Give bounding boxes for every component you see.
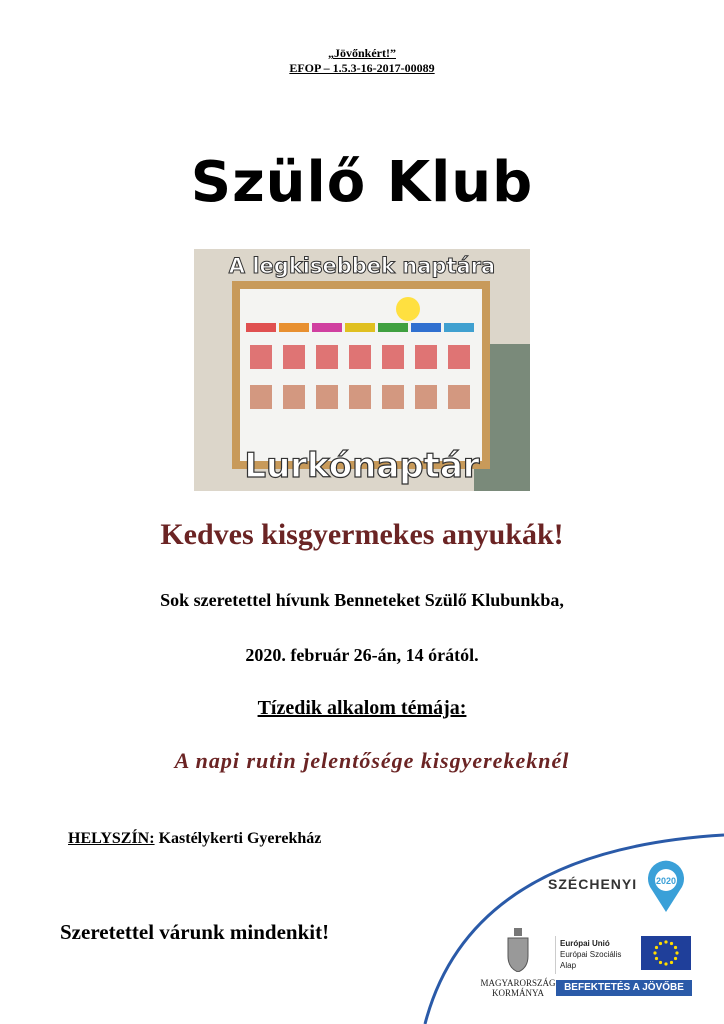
greeting: Kedves kisgyermekes anyukák!: [160, 518, 564, 551]
eu-star-icon: [655, 946, 658, 949]
eu-star-icon: [664, 940, 667, 943]
eu-star-icon: [655, 957, 658, 960]
eu-star-icon: [674, 957, 677, 960]
event-date: 2020. február 26-án, 14 órától.: [245, 645, 479, 665]
eu-star-icon: [670, 942, 673, 945]
invitation-text: Sok szeretettel hívunk Benneteket Szülő Klubunkba,: [160, 590, 564, 610]
photo-caption-bottom: Lurkónaptár: [244, 446, 480, 486]
topic-title: A napi rutin jelentősége kisgyerekeknél: [174, 748, 570, 773]
badge-year: 2020: [655, 876, 677, 886]
location-label: HELYSZÍN:: [68, 830, 155, 847]
gov-line2: KORMÁNYA: [491, 988, 544, 998]
eu-star-icon: [675, 951, 678, 954]
gov-line1: MAGYARORSZÁG: [480, 978, 556, 988]
closing-text: Szeretettel várunk mindenkit!: [60, 920, 330, 944]
eu-text: [560, 938, 621, 971]
project-slogan: „Jövőnkért!”: [328, 46, 396, 60]
coat-of-arms-icon: [506, 928, 530, 972]
location-value: Kastélykerti Gyerekház: [154, 830, 322, 847]
hungarian-government-logo: [478, 928, 558, 998]
project-code: EFOP – 1.5.3-16-2017-00089: [289, 61, 435, 75]
szechenyi-2020-badge-icon: [646, 860, 686, 914]
eu-line3: Alap: [560, 961, 577, 970]
photo-caption-top: A legkisebbek naptára: [228, 254, 496, 278]
eu-star-icon: [664, 962, 667, 965]
befektetes-banner: BEFEKTETÉS A JÖVŐBE: [556, 980, 692, 996]
eu-line1: Európai Unió: [560, 939, 610, 948]
eu-star-icon: [653, 951, 656, 954]
eu-star-icon: [659, 942, 662, 945]
szechenyi-logo-text: SZÉCHENYI: [548, 876, 638, 892]
eu-line2: Európai Szociális: [560, 950, 622, 959]
eu-star-icon: [659, 961, 662, 964]
topic-label: Tízedik alkalom témája:: [257, 697, 467, 719]
page-title: Szülő Klub: [190, 150, 534, 215]
eu-star-icon: [670, 961, 673, 964]
eu-star-icon: [674, 946, 677, 949]
